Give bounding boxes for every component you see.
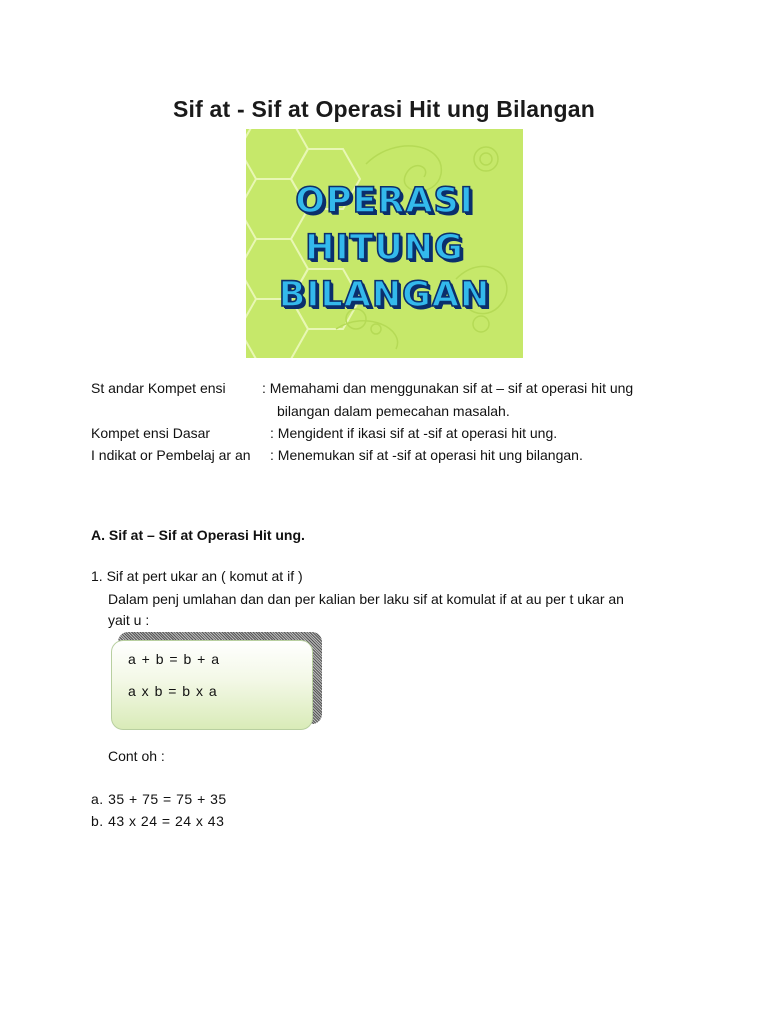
item-1-description [108, 589, 678, 631]
banner-text-line1: OPERASI [295, 181, 474, 221]
example-b: b. 43 x 24 = 24 x 43 [91, 813, 225, 829]
indikator-value: : Menemukan sif at -sif at operasi hit ung bilangan. [270, 447, 583, 463]
kompetensi-dasar-value: : Mengident if ikasi sif at -sif at operasi hit ung. [270, 425, 558, 441]
standar-kompetensi-label: St andar Kompet ensi [91, 380, 226, 396]
banner-image [246, 129, 523, 358]
section-heading-a: A. Sif at – Sif at Operasi Hit ung. [91, 527, 305, 543]
formula-multiplication: a x b = b x a [128, 683, 218, 699]
example-a: a. 35 + 75 = 75 + 35 [91, 791, 227, 807]
standar-kompetensi-value-cont: bilangan dalam pemecahan masalah. [277, 403, 510, 419]
standar-kompetensi-value: : Memahami dan menggunakan sif at – sif at operasi hit ung [262, 380, 634, 396]
formula-addition: a + b = b + a [128, 651, 221, 667]
document-title: Sif at - Sif at Operasi Hit ung Bilangan [172, 96, 596, 122]
banner-text-line3: BILANGAN [278, 275, 491, 315]
item-1-description-line1: Dalam penj umlahan dan dan per kalian ber laku sif at komulat if at au per t ukar an [108, 591, 624, 607]
item-1-heading: 1. Sif at pert ukar an ( komut at if ) [91, 568, 303, 584]
indikator-label: I ndikat or Pembelaj ar an [91, 447, 251, 463]
banner-text-line2: HITUNG [305, 228, 464, 268]
contoh-label: Cont oh : [108, 748, 165, 764]
kompetensi-dasar-label: Kompet ensi Dasar [91, 425, 211, 441]
item-1-description-line2: yait u : [108, 612, 150, 628]
